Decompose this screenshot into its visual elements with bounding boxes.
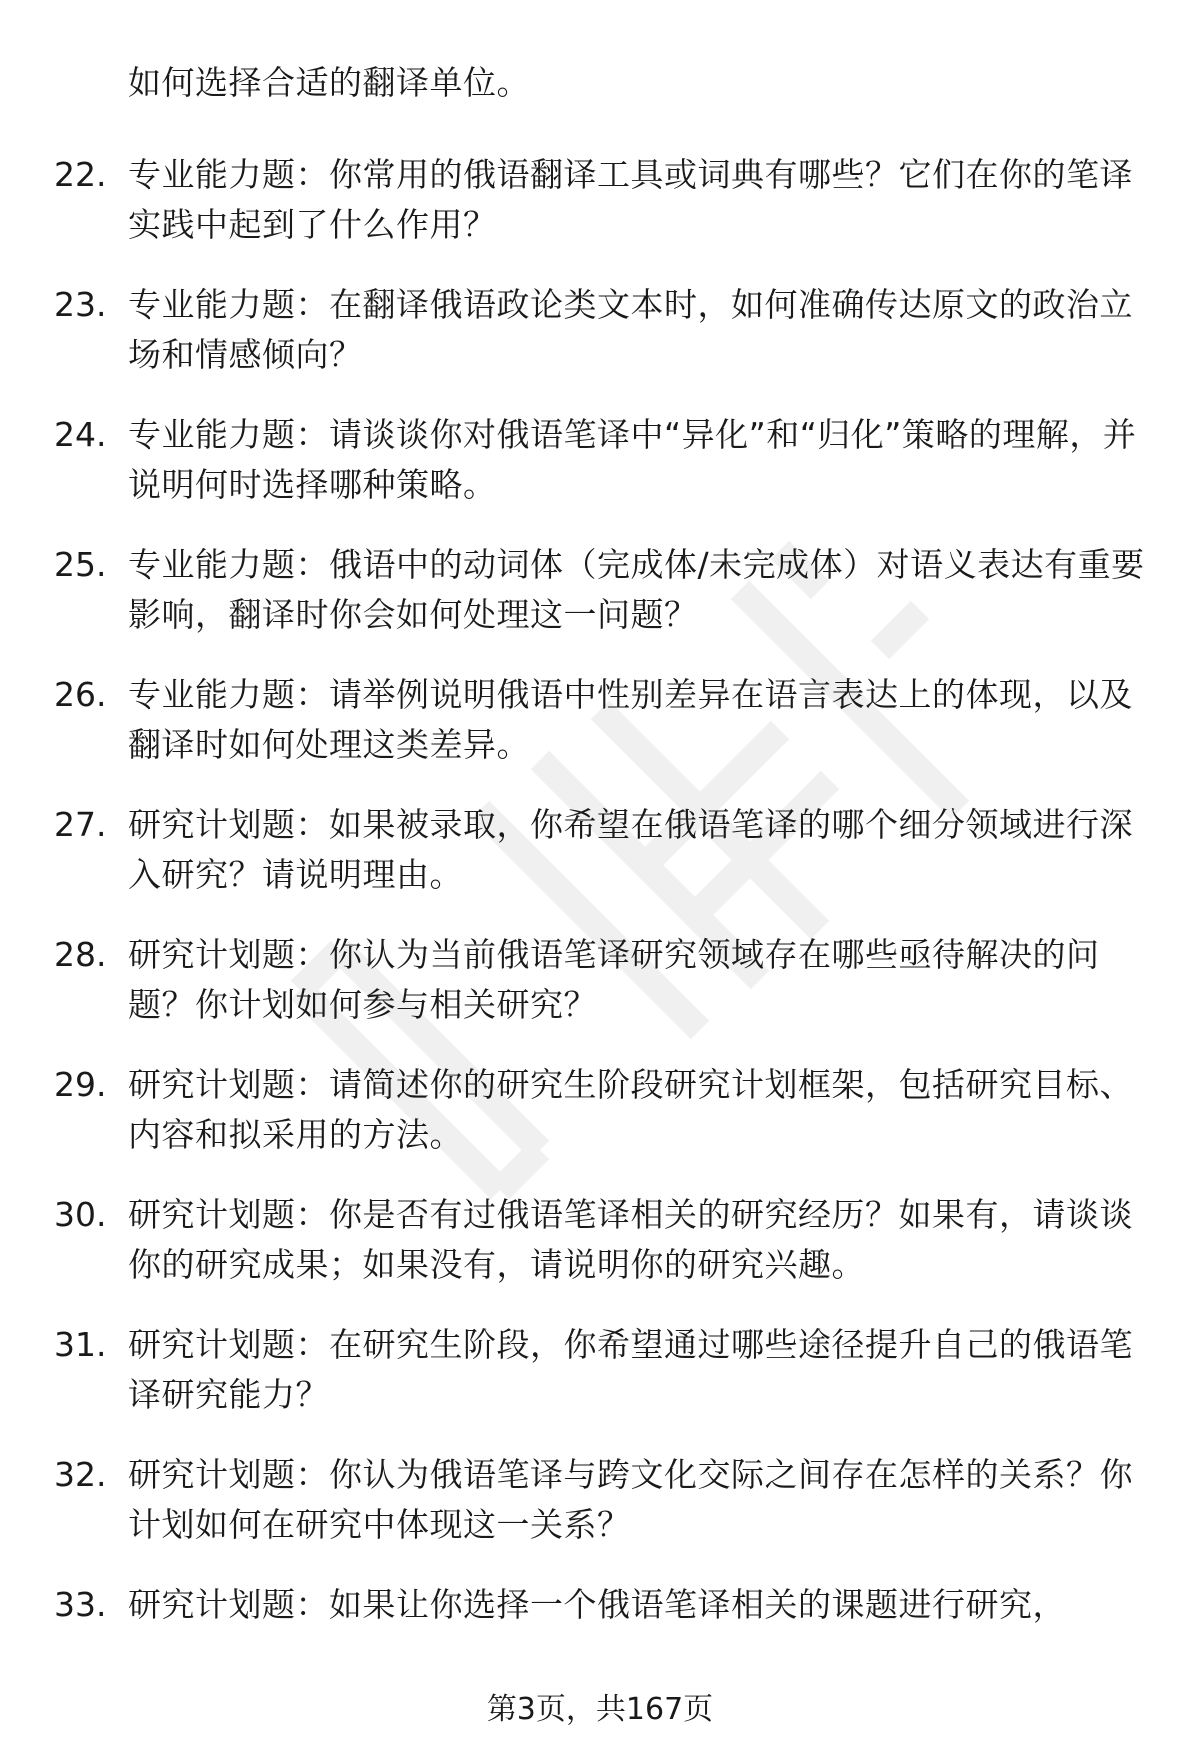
list-item — [0, 670, 1200, 800]
list-item — [0, 150, 1200, 280]
question-number: 27. — [54, 805, 107, 844]
question-number: 24. — [54, 415, 107, 454]
question-text: 专业能力题：请谈谈你对俄语笔译中“异化”和“归化”策略的理解，并说明何时选择哪种策略。 — [128, 415, 1137, 504]
page-footer: 第3页，共167页 — [486, 1692, 714, 1727]
question-number: 31. — [54, 1325, 107, 1364]
question-number: 29. — [54, 1065, 107, 1104]
question-number: 23. — [54, 285, 107, 324]
list-item — [0, 280, 1200, 410]
list-item — [0, 1320, 1200, 1450]
question-text: 研究计划题：如果被录取，你希望在俄语笔译的哪个细分领域进行深入研究？请说明理由。 — [128, 805, 1133, 894]
question-text: 研究计划题：如果让你选择一个俄语笔译相关的课题进行研究， — [128, 1585, 1066, 1624]
question-number: 32. — [54, 1455, 107, 1494]
question-number: 26. — [54, 675, 107, 714]
question-number: 28. — [54, 935, 107, 974]
question-text: 专业能力题：俄语中的动词体（完成体/未完成体）对语义表达有重要影响，翻译时你会如何处理这一问题？ — [128, 545, 1145, 634]
list-item — [0, 800, 1200, 930]
list-item — [0, 540, 1200, 670]
question-text: 专业能力题：在翻译俄语政论类文本时，如何准确传达原文的政治立场和情感倾向？ — [128, 285, 1133, 374]
question-text: 研究计划题：请简述你的研究生阶段研究计划框架，包括研究目标、内容和拟采用的方法。 — [128, 1065, 1133, 1154]
list-item — [0, 410, 1200, 540]
question-number: 25. — [54, 545, 107, 584]
question-number: 22. — [54, 155, 107, 194]
question-number: 33. — [54, 1585, 107, 1624]
question-text: 研究计划题：你是否有过俄语笔译相关的研究经历？如果有，请谈谈你的研究成果；如果没有，请说明你的研究兴趣。 — [128, 1195, 1133, 1284]
question-text: 专业能力题：你常用的俄语翻译工具或词典有哪些？它们在你的笔译实践中起到了什么作用？ — [128, 155, 1133, 244]
question-text: 研究计划题：你认为俄语笔译与跨文化交际之间存在怎样的关系？你计划如何在研究中体现这一关系？ — [128, 1455, 1133, 1544]
question-list — [0, 150, 1200, 1710]
list-item — [0, 1190, 1200, 1320]
question-number: 30. — [54, 1195, 107, 1234]
list-item — [0, 930, 1200, 1060]
continued-text: 如何选择合适的翻译单位。 — [128, 63, 530, 102]
question-text: 研究计划题：你认为当前俄语笔译研究领域存在哪些亟待解决的问题？你计划如何参与相关研究？ — [128, 935, 1100, 1024]
question-text: 专业能力题：请举例说明俄语中性别差异在语言表达上的体现，以及翻译时如何处理这类差异。 — [128, 675, 1133, 764]
list-item — [0, 1060, 1200, 1190]
list-item — [0, 1450, 1200, 1580]
question-text: 研究计划题：在研究生阶段，你希望通过哪些途径提升自己的俄语笔译研究能力？ — [128, 1325, 1133, 1414]
